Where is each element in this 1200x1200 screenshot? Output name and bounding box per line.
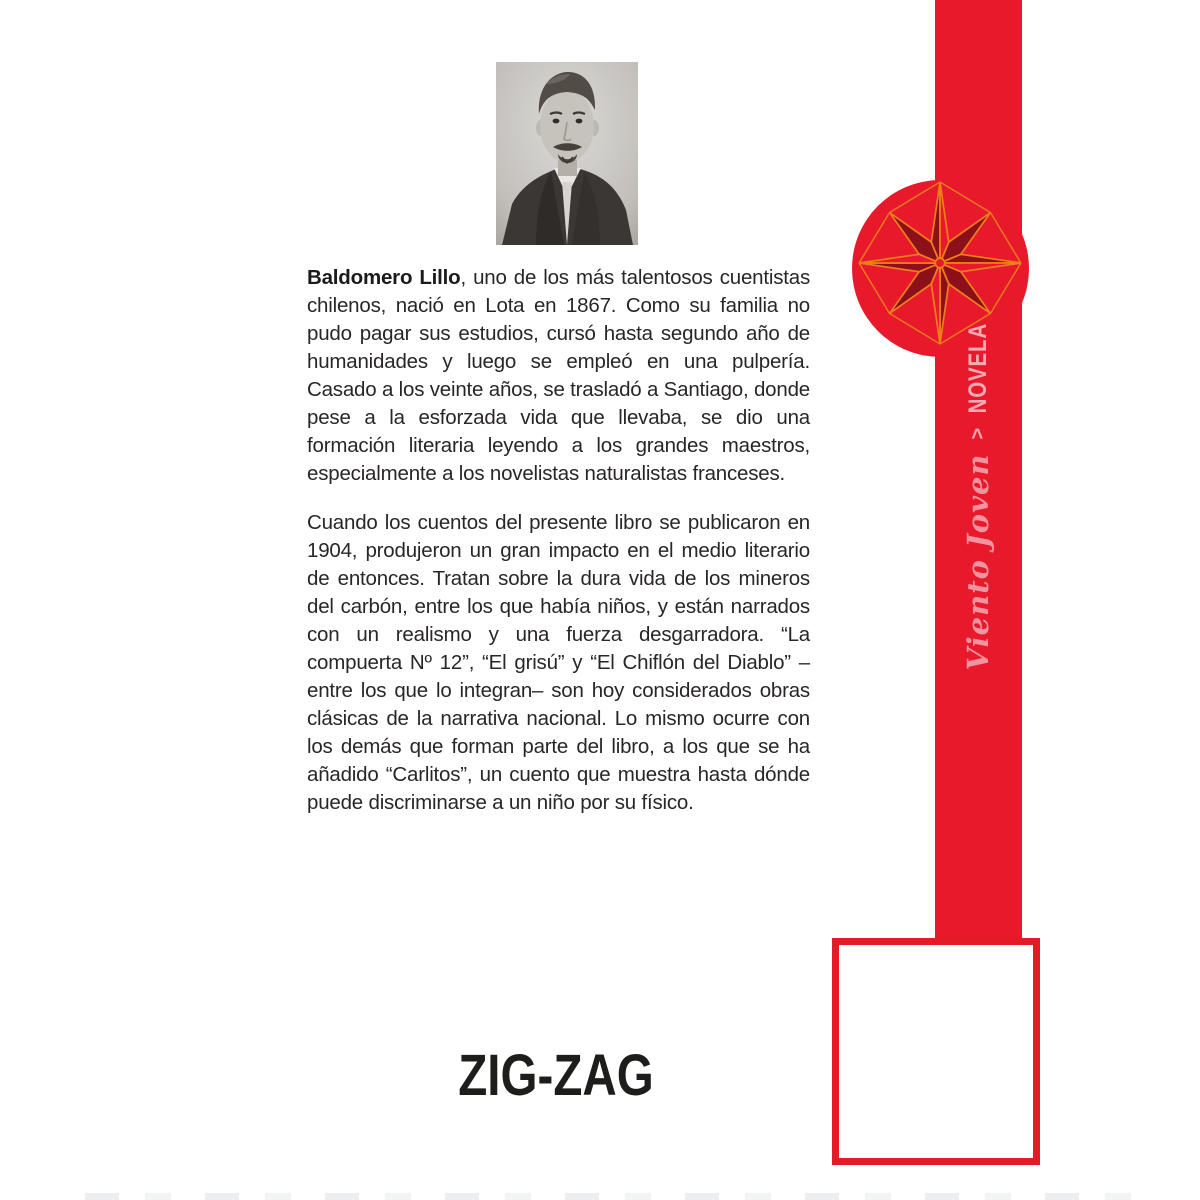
author-photo: [496, 62, 638, 245]
collection-name: Viento Joven: [961, 453, 995, 671]
author-portrait-illustration: [496, 62, 638, 245]
chevron-separator-icon: >: [966, 427, 989, 440]
cropped-footer-marks: [85, 1193, 1140, 1200]
barcode-placeholder-box: [832, 938, 1040, 1165]
bio-paragraph-1-text: , uno de los más talentosos cuentistas chilenos, nació en Lota en 1867. Como su familia no pudo pagar sus estudios, cursó hasta segundo año de humanidades y luego se empleó en una pulpería. Casado a los veinte años, se trasladó a Santiago, donde pese a la esforzada vida que llevaba, se dio una formación literaria leyendo a los grandes maestros, especialmente a los novelistas naturalistas franceses.: [307, 266, 810, 485]
bio-paragraph-1: [307, 264, 810, 488]
bio-paragraph-2: Cuando los cuentos del presente libro se publicaron en 1904, produjeron un gran impacto en el medio literario de entonces. Tratan sobre la dura vida de los mineros del carbón, entre los que había niños, y están narrados con un realismo y una fuerza desgarradora. “La compuerta Nº 12”, “El grisú” y “El Chiflón del Diablo” –entre los que lo integran– son hoy considerados obras clásicas de la narrativa nacional. Lo mismo ocurre con los demás que forman parte del libro, a los que se ha añadido “Carlitos”, un cuento que muestra hasta dónde puede discriminarse a un niño por su físico.: [307, 511, 810, 814]
author-biography: [307, 264, 810, 838]
compass-star-icon: [853, 176, 1027, 350]
spine-label: [961, 304, 995, 671]
publisher-logo: ZIG-ZAG: [458, 1043, 654, 1108]
category-label: NOVELA: [963, 323, 992, 414]
author-name: Baldomero Lillo: [307, 266, 461, 289]
